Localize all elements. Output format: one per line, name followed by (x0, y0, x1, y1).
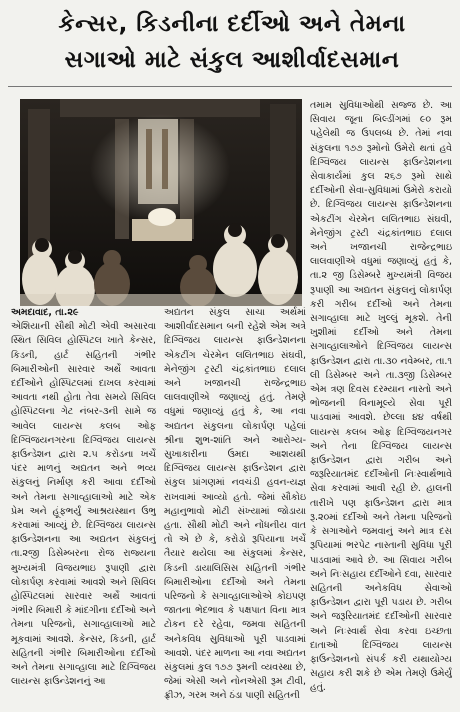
article-column-2 (164, 306, 306, 706)
article-column-3 (310, 99, 452, 704)
news-photo (20, 99, 302, 306)
column-2-text: અદ્યતન સંકુલ સાચા અર્થમાં આશીર્વાદસમાન બની રહેશે એમ અત્રે દિગ્વિજય લાયન્સ ફાઉન્ડેશનના એકટીંગ ચેરમેન લલિતભાઇ સંઘવી, મેનેજીંગ ટ્રસ્ટી ચંદ્રકાંતભાઇ દલાલ અને ખજાનચી રાજેન્દ્રભાઇ લાલવાણીએ જણાવ્યું હતું. તેમણે વધુમાં જણાવ્યું હતું કે, આ નવા અદ્યતન સંકુલના લોકાર્પણ પહેલાં શ્રીના શુભ-શાંતિ અને આરોગ્ય-સુખાકારીના ઉમદા આશયથી દિગ્વિજય લાયન્સ ફાઉન્ડેશન દ્વારા સંકુલ પ્રાંગણમાં નવચંડી હવન-યજ્ઞ રાખવામાં આવ્યો હતો. જેમાં સૌકોઇ મહાનુભાવો મોટી સંખ્યામાં જોડાયા હતા. સૌથી મોટી અને નોંધનીય વાત તો એ છે કે, કરોડો રૂપિયાના ખર્ચે તૈયાર થયેલા આ સંકુલમાં કેન્સર, કિડની ડાયાલિસિસ સહિતની ગંભીર બિમારીઓના દર્દીઓ અને તેમના પરિજનો કે સગાવ્હાલાઓએ કોઇપણ જાતના ભેદભાવ કે પક્ષપાત વિના માત્ર ટોકન દરે રહેવા, જમવા સહિતની અનેકવિધ સુવિધાઓ પૂરી પાડવામાં આવશે. પંદર માળના આ નવા અદ્યતન સંકુલમાં કુલ ૧૭૭ રૂમની વ્યવસ્થા છે, જેમાં એસી અને નોનએસી રૂમ ટીવી, ફ્રીઝ, ગરમ અને ઠંડા પાણી સહિતની (164, 307, 306, 702)
headline-rule (8, 86, 452, 87)
column-3-text: તમામ સુવિધાઓથી સજ્જ છે. આ સિવાય જૂના બિલ્ડીંગમાં ૯૦ રૂમ પહેલેથી જ ઉપલબ્ધ છે. તેમાં નવા સંકુલના ૧૭૭ રૂમોનો ઉમેરો થતાં હવે દિગ્વિજય લાયન્સ ફાઉન્ડેશનના સેવાકાર્યમાં કુલ ૨૬૭ રૂમો સાથે દર્દીઓની સેવા-સુવિધામાં ઉમેરો કરાયો છે. દિગ્વિજય લાયન્સ ફાઉન્ડેશનના એકટીંગ ચેરમેન લલિતભાઇ સંઘવી, મેનેજીંગ ટ્રસ્ટી ચંદ્રકાંતભાઇ દલાલ અને ખજાનચી રાજેન્દ્રભાઇ લાલવાણીએ વધુમાં જણાવ્યું હતું કે, તા.૨ જી ડિસેમ્બરે મુખ્યમંત્રી વિજય રૂપાણી આ અદ્યતન સંકુલનું લોકાર્પણ કરી ગરીબ દર્દીઓ અને તેમના સગાવ્હાલા માટે ખુલ્લું મૂકશે. તેની ખુશીમાં દર્દીઓ અને તેમના સગાવ્હાલાઓને દિગ્વિજય લાયન્સ ફાઉન્ડેશન દ્વારા તા.૩૦ નવેમ્બર, તા.૧ લી ડિસેમ્બર અને તા.૩જી ડિસેમ્બર એમ ત્રણ દિવસ દરમ્યાન નાસ્તો અને ભોજનની વિનામૂલ્યે સેવા પૂરી પાડવામાં આવશે. છેલ્લા ૪૪ વર્ષથી લાયન્સ કલબ ઓફ દિગ્વિજયનગર અને તેના દિગ્વિજય લાયન્સ ફાઉન્ડેશન દ્વારા ગરીબ અને જરૂરિયાતમંદ દર્દીઓની નિઃસ્વાર્થભાવે સેવા કરવામાં આવી રહી છે. હાલની તારીખે પણ ફાઉન્ડેશન દ્વારા માત્ર રૂ.૨૦માં દર્દીઓ અને તેમના પરિજનો કે સગાઓને જમવાનું અને માત્ર દસ રૂપિયામાં ભરપેટ નાસ્તાની સુવિધા પૂરી પાડવામાં આવે છે. આ સિવાય ગરીબ અને નિઃસહાય દર્દીઓને દવા, સારવાર સહિતની અનેકવિધ સેવાઓ ફાઉન્ડેશન દ્વારા પૂરી પડાય છે. ગરીબ અને જરૂરિયાતમંદ દર્દીઓની સારવાર અને નિઃસ્વાર્થ સેવા કરવા ઇચ્છતા દાતાઓ દિગ્વિજય લાયન્સ ફાઉન્ડેશનનો સંપર્ક કરી યથાયોગ્ય સહાય કરી શકે છે એમ તેમણે ઉમેર્યું હતું. (310, 100, 452, 694)
photo-illustration (20, 99, 302, 306)
article-column-1 (11, 306, 156, 706)
column-1-text: એશિયાની સૌથી મોટી એવી અસારવા સ્થિત સિવિલ હોસ્પિટલ ખાતે કેન્સર, કિડની, હાર્ટ સહિતની ગંભીર બિમારીઓની સારવાર અર્થે આવતા દર્દીઓને હોસ્પિટલમાં દાખલ કરવામાં આવતા નથી હોતા તેવા સમયે સિવિલ હોસ્પિટલના ગેટ નંબર-૩ની સામે જ આવેલ લાયન્સ કલબ ઓફ દિગ્વિજયનગરના દિગ્વિજય લાયન્સ ફાઉન્ડેશન દ્વારા ૨.૫ કરોડના ખર્ચે પંદર માળનું અદ્યતન અને ભવ્ય સંકુલનું નિર્માણ કરી આવા દર્દીઓ અને તેમના સગાવ્હાલાઓ માટે એક પ્રેમ અને હૂંફભર્યું આશ્રયસ્થાન ઉભુ કરવામાં આવ્યું છે. દિગ્વિજય લાયન્સ ફાઉન્ડેશનના આ અદ્યતન સંકુલનું તા.૨જી ડિસેમ્બરના રોજ રાજ્યના મુખ્યમંત્રી વિજયભાઇ રૂપાણી દ્વારા લોકાર્પણ કરવામાં આવશે અને સિવિલ હોસ્પિટલમાં સારવાર અર્થે આવતાં ગંભીર બિમારી કે માંદગીના દર્દીઓ અને તેમના પરિજનો, સગાવ્હાલાઓ માટે મૂકવામાં આવશે. કેન્સર, કિડની, હાર્ટ સહિતની ગંભીર બિમારીઓના દર્દીઓ અને તેમના સગાવ્હાલા માટે દિગ્વિજય લાયન્સ ફાઉન્ડેશનનું આ (11, 321, 156, 688)
headline-line-1: કેન્સર, કિડનીના દર્દીઓ અને તેમના (58, 11, 406, 37)
headline (12, 6, 452, 78)
dateline: અમદાવાદ, તા.૨૯ (11, 307, 79, 318)
headline-line-2: સગાઓ માટે સંકુલ આશીર્વાદસમાન (64, 47, 400, 73)
